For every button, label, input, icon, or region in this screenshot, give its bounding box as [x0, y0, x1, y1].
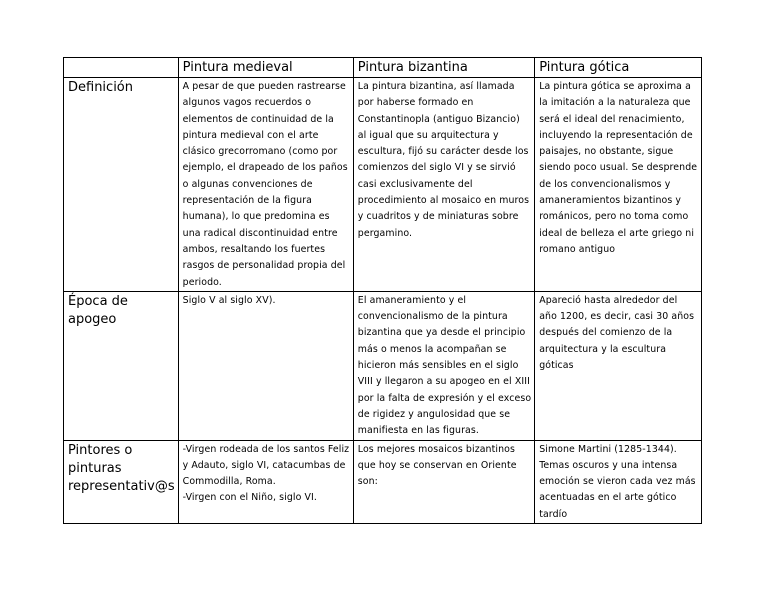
- table-row: [64, 291, 702, 440]
- cell-definicion-bizantina: La pintura bizantina, así llamada por haberse formado en Constantinopla (antiguo Bizancio) al igual que su arquitectura y escultura, fijó su carácter desde los comienzos del siglo VI y se sirvió casi exclusivamente del procedimiento al mosaico en muros y cuadritos y de miniaturas sobre pergamino.: [353, 78, 534, 292]
- header-gotica: Pintura gótica: [535, 58, 702, 78]
- list-item: -Virgen rodeada de los santos Feliz y Adauto, siglo VI, catacumbas de Commodilla, Roma.: [182, 443, 350, 488]
- table-row: [64, 78, 702, 292]
- row-label-epoca: Época de apogeo: [64, 291, 179, 440]
- header-bizantina: Pintura bizantina: [353, 58, 534, 78]
- cell-pintores-bizantina: Los mejores mosaicos bizantinos que hoy se conservan en Oriente son:: [353, 440, 534, 523]
- cell-pintores-gotica: Simone Martini (1285-1344). Temas oscuros y una intensa emoción se vieron cada vez más acentuadas en el arte gótico tardío: [535, 440, 702, 523]
- header-medieval: Pintura medieval: [178, 58, 353, 78]
- header-row: [64, 58, 702, 78]
- row-label-definicion: Definición: [64, 78, 179, 292]
- list-item: -Virgen con el Niño, siglo VI.: [182, 492, 317, 504]
- cell-epoca-bizantina: El amaneramiento y el convencionalismo de la pintura bizantina que ya desde el principio más o menos la acompañan se hicieron más sensibles en el siglo VIII y llegaron a su apogeo en el XIII por la falta de expresión y el exceso de rigidez y angulosidad que se manifiesta en las figuras.: [353, 291, 534, 440]
- cell-epoca-gotica: Apareció hasta alrededor del año 1200, es decir, casi 30 años después del comienzo de la arquitectura y la escultura góticas: [535, 291, 702, 440]
- table-row: [64, 440, 702, 523]
- cell-definicion-gotica: La pintura gótica se aproxima a la imitación a la naturaleza que será el ideal del renacimiento, incluyendo la representación de paisajes, no obstante, sigue siendo poco usual. Se desprende de los convencionalismos y amaneramientos bizantinos y románicos, pero no toma como ideal de belleza el arte griego ni romano antiguo: [535, 78, 702, 292]
- row-label-pintores: Pintores o pinturas representativ@s: [64, 440, 179, 523]
- cell-definicion-medieval: A pesar de que pueden rastrearse algunos vagos recuerdos o elementos de continuidad de la pintura medieval con el arte clásico grecorromano (como por ejemplo, el drapeado de los paños o algunas convenciones de representación de la figura humana), lo que predomina es una radical discontinuidad entre ambos, resaltando los fuertes rasgos de personalidad propia del periodo.: [178, 78, 353, 292]
- cell-pintores-medieval: [178, 440, 353, 523]
- comparison-table: [63, 57, 702, 524]
- corner-cell: [64, 58, 179, 78]
- cell-epoca-medieval: Siglo V al siglo XV).: [178, 291, 353, 440]
